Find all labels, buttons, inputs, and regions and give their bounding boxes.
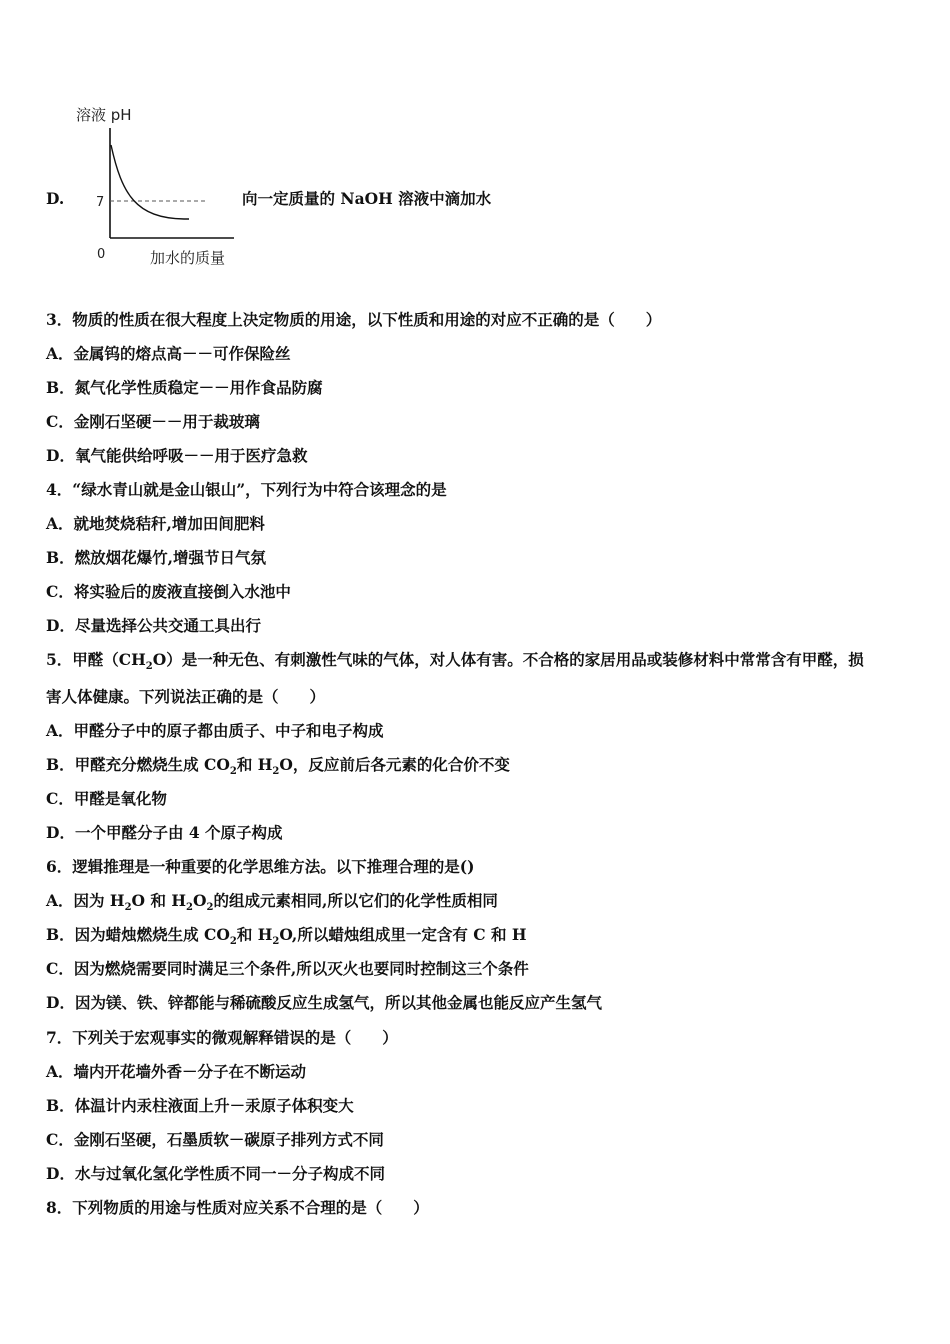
option-d-description: 向一定质量的 NaOH 溶液中滴加水: [242, 189, 492, 208]
q6-option-a: A．因为 $H_2O$ 和 $H_2O_2$的组成元素相同,所以它们的化学性质相同: [46, 891, 498, 913]
graph-x-label: 加水的质量: [150, 249, 226, 267]
q7-option-d: D．水与过氧化氢化学性质不同一－分子构成不同: [46, 1164, 385, 1183]
ph-graph: [74, 100, 244, 270]
q5-option-c: C．甲醛是氧化物: [46, 789, 167, 808]
q8-stem: 8．下列物质的用途与性质对应关系不合理的是（ ）: [46, 1198, 429, 1217]
q5-stem-line2: 害人体健康。下列说法正确的是（ ）: [46, 687, 326, 706]
q7-option-c: C．金刚石坚硬，石墨质软－碳原子排列方式不同: [46, 1130, 384, 1149]
graph-ref-label: 7: [96, 195, 105, 210]
q4-option-c: C．将实验后的废液直接倒入水池中: [46, 582, 291, 601]
q4-stem: 4．“绿水青山就是金山银山”，下列行为中符合该理念的是: [46, 480, 447, 499]
q5-stem: 5．甲醛$(CH_2O)$是一种无色、有刺激性气味的气体，对人体有害。不合格的家居用品或装修材料中常常含有甲醛，损: [46, 650, 864, 672]
q3-option-d: D．氧气能供给呼吸－－用于医疗急救: [46, 446, 308, 465]
q6-option-d: D．因为镁、铁、锌都能与稀硫酸反应生成氢气，所以其他金属也能反应产生氢气: [46, 993, 602, 1012]
q3-stem: 3．物质的性质在很大程度上决定物质的用途，以下性质和用途的对应不正确的是（ ）: [46, 310, 662, 329]
graph-origin-label: 0: [97, 247, 106, 262]
q7-option-a: A．墙内开花墙外香－分子在不断运动: [46, 1062, 307, 1081]
ph-curve: [111, 145, 189, 219]
q6-option-b: B．因为蜡烛燃烧生成 $CO_2$和 $H_2O$,所以蜡烛组成里一定含有 C 和 H: [46, 925, 527, 947]
q5-option-d: D．一个甲醛分子由 4 个原子构成: [46, 823, 283, 842]
q3-option-b: B．氮气化学性质稳定－－用作食品防腐: [46, 378, 323, 397]
q4-option-d: D．尽量选择公共交通工具出行: [46, 616, 261, 635]
q7-option-b: B．体温计内汞柱液面上升－汞原子体积变大: [46, 1096, 354, 1115]
option-d-letter: D.: [46, 189, 65, 208]
q5-option-a: A．甲醛分子中的原子都由质子、中子和电子构成: [46, 721, 384, 740]
q6-option-c: C．因为燃烧需要同时满足三个条件,所以灭火也要同时控制这三个条件: [46, 959, 529, 978]
q7-stem: 7．下列关于宏观事实的微观解释错误的是（ ）: [46, 1028, 398, 1047]
q4-option-a: A．就地焚烧秸秆,增加田间肥料: [46, 514, 265, 533]
q4-option-b: B．燃放烟花爆竹,增强节日气氛: [46, 548, 266, 567]
q6-stem: 6．逻辑推理是一种重要的化学思维方法。以下推理合理的是(): [46, 857, 475, 876]
q5-option-b: B．甲醛充分燃烧生成 $CO_2$和 $H_2O$，反应前后各元素的化合价不变: [46, 755, 510, 777]
q3-option-c: C．金刚石坚硬－－用于裁玻璃: [46, 412, 260, 431]
q3-option-a: A．金属钨的熔点高－－可作保险丝: [46, 344, 291, 363]
graph-y-label: 溶液 pH: [76, 106, 132, 124]
